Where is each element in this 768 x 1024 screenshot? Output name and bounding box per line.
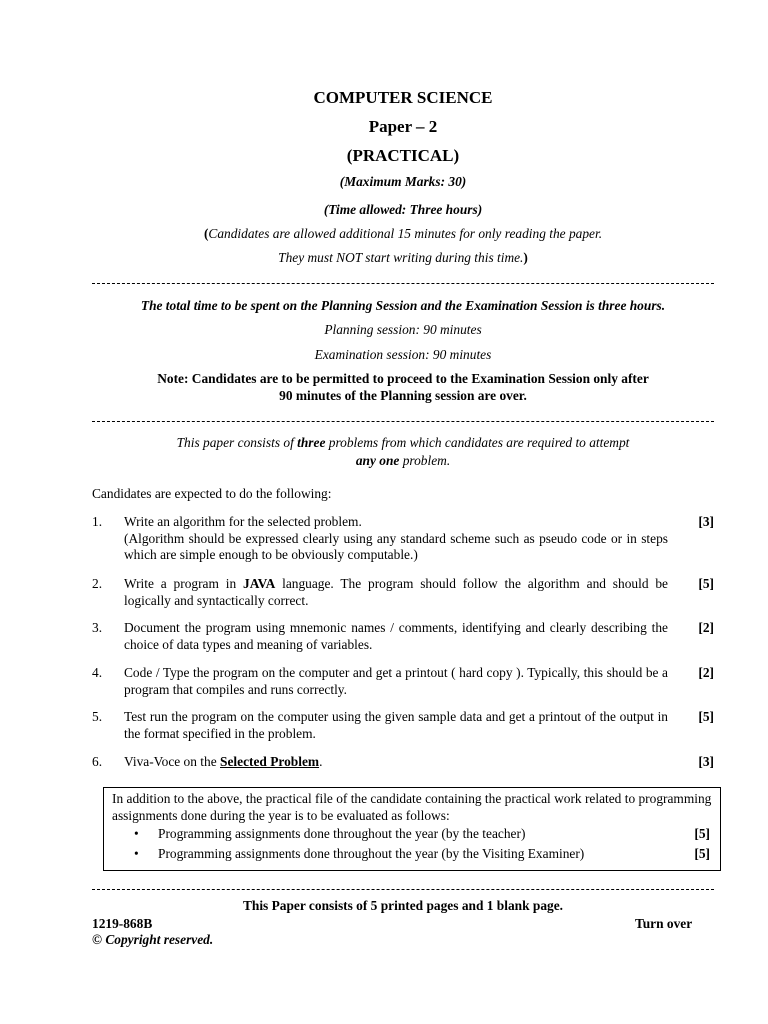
paper-type: (PRACTICAL): [346, 146, 460, 165]
marks: [5]: [694, 826, 710, 841]
practical-file-box: [103, 787, 721, 871]
reading-time-line2: They must NOT start writing during this time.): [278, 250, 528, 265]
marks: [2]: [698, 620, 714, 635]
paper-number: Paper – 2: [368, 117, 438, 136]
divider: [92, 421, 714, 422]
turn-over: Turn over: [635, 916, 693, 931]
divider: [92, 889, 714, 890]
time-allowed: (Time allowed: Three hours): [323, 202, 483, 217]
session-note-line1: Note: Candidates are to be permitted to proceed to the Examination Session only after: [157, 371, 649, 386]
marks: [2]: [698, 665, 714, 680]
marks: [5]: [694, 846, 710, 861]
total-time-statement: The total time to be spent on the Planning Session and the Examination Session is three hours.: [140, 298, 666, 313]
expected-heading: Candidates are expected to do the following:: [92, 486, 332, 501]
subject-title: COMPUTER SCIENCE: [313, 88, 493, 107]
paper-code: 1219-868B: [92, 916, 153, 931]
bullet-icon: •: [134, 846, 139, 861]
page-count-note: This Paper consists of 5 printed pages and 1 blank page.: [242, 898, 564, 913]
list-item: 2. Write a program in JAVA language. The program should follow the algorithm and should be logically and syntactically correct. [5]: [92, 576, 714, 608]
maximum-marks: (Maximum Marks: 30): [339, 174, 467, 189]
list-item: 1. Write an algorithm for the selected problem. (Algorithm should be expressed clearly using any standard scheme such as pseudo code or in steps which are simple enough to be obviously computable.) [3]: [92, 514, 714, 562]
bullet-item: • Programming assignments done throughout the year (by the Visiting Examiner) [5]: [112, 844, 712, 864]
session-note-line2: 90 minutes of the Planning session are over.: [279, 388, 527, 403]
list-item: 4. Code / Type the program on the computer and get a printout ( hard copy ). Typically, this should be a program that compiles and runs correctly. [2]: [92, 665, 714, 697]
marks: [5]: [698, 576, 714, 591]
marks: [3]: [698, 514, 714, 529]
examination-session: Examination session: 90 minutes: [314, 347, 492, 362]
reading-time-line1: (Candidates are allowed additional 15 minutes for only reading the paper.: [203, 226, 603, 241]
copyright: © Copyright reserved.: [92, 932, 214, 947]
list-item: 3. Document the program using mnemonic names / comments, identifying and clearly describing the choice of data types and meaning of variables. [2]: [92, 620, 714, 652]
bullet-item: • Programming assignments done throughout the year (by the teacher) [5]: [112, 824, 712, 844]
selected-problem-label: Selected Problem: [220, 754, 320, 769]
list-item: 5. Test run the program on the computer using the given sample data and get a printout of the output in the format specified in the problem. [5]: [92, 709, 714, 741]
divider: [92, 283, 714, 284]
list-item: 6. Viva-Voce on the Selected Problem. [3]: [92, 754, 714, 769]
marks: [3]: [698, 754, 714, 769]
practical-file-intro: In addition to the above, the practical file of the candidate containing the practical work related to programming assignments done during the year is to be evaluated as follows:: [112, 791, 712, 823]
bullet-icon: •: [134, 826, 139, 841]
marks: [5]: [698, 709, 714, 724]
planning-session: Planning session: 90 minutes: [324, 322, 482, 337]
instructions-line1: This paper consists of three problems from which candidates are required to attempt: [176, 435, 630, 450]
instructions-line2: any one problem.: [355, 453, 451, 468]
